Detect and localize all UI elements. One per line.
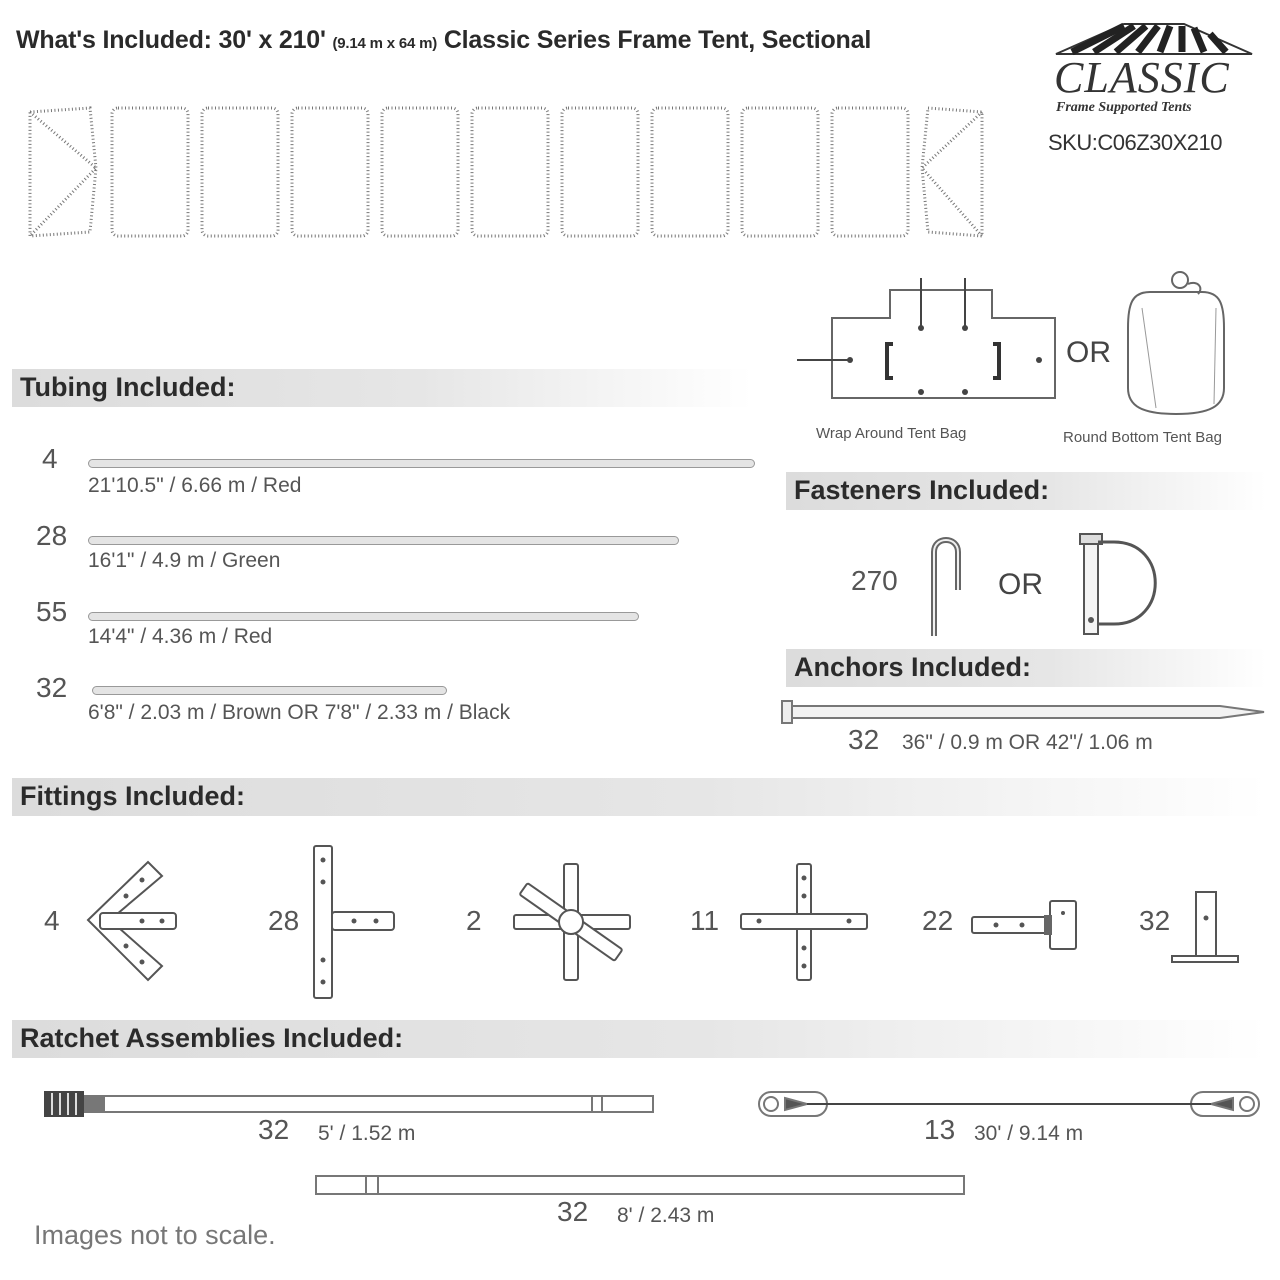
tube-graphic — [88, 459, 755, 468]
hook-pin-icon — [920, 530, 970, 640]
sku-label: SKU:C06Z30X210 — [1048, 130, 1222, 155]
tent-end-right — [922, 108, 982, 236]
tent-section — [832, 108, 908, 236]
anchor-stake-icon — [780, 697, 1270, 727]
tube-graphic — [88, 536, 679, 545]
tubing-qty: 28 — [36, 520, 68, 551]
tent-section — [382, 108, 458, 236]
fittings-heading-band — [12, 778, 1266, 816]
tubing-qty: 4 — [42, 443, 58, 474]
cross-fitting-icon — [739, 862, 869, 982]
fitting-qty: 32 — [1139, 905, 1171, 936]
tubing-heading: Tubing Included: — [20, 372, 236, 402]
tubing-spec: 14'4" / 4.36 m / Red — [88, 625, 273, 648]
ratchet-spec: 8' / 2.43 m — [617, 1204, 715, 1227]
ratchet-qty: 13 — [924, 1114, 956, 1145]
hub-fitting-icon — [512, 862, 632, 982]
logo-subtitle: Frame Supported Tents — [1056, 100, 1192, 115]
fitting-qty: 2 — [466, 905, 482, 936]
not-to-scale-note: Images not to scale. — [34, 1220, 276, 1250]
tubing-spec: 6'8" / 2.03 m / Brown OR 7'8" / 2.33 m / Black — [88, 701, 511, 724]
fitting-qty: 4 — [44, 905, 60, 936]
fitting-qty: 28 — [268, 905, 300, 936]
wrap-around-tent-bag-icon — [795, 272, 1065, 422]
ratchet-strap-5ft-icon — [42, 1087, 662, 1121]
ratchet-qty: 32 — [258, 1114, 290, 1145]
anchors-spec: 36" / 0.9 m OR 42"/ 1.06 m — [902, 731, 1153, 754]
fittings-heading: Fittings Included: — [20, 781, 245, 811]
ratchets-heading: Ratchet Assemblies Included: — [20, 1023, 404, 1053]
tubing-heading-band — [12, 369, 752, 407]
tubing-spec: 16'1" / 4.9 m / Green — [88, 549, 281, 572]
round-bag-label: Round Bottom Tent Bag — [1063, 429, 1222, 446]
logo-word: CLASSIC — [1054, 53, 1230, 102]
tube-graphic — [92, 686, 447, 695]
title-rest: Classic Series Frame Tent, Sectional — [443, 26, 872, 54]
tubing-qty: 55 — [36, 596, 68, 627]
clevis-pin-icon — [1074, 530, 1174, 640]
base-plate-icon — [1168, 888, 1248, 968]
tent-section — [562, 108, 638, 236]
anchors-qty: 32 — [848, 724, 880, 755]
page-title — [16, 26, 871, 55]
tent-section — [742, 108, 818, 236]
title-metric: (9.14 m x 64 m) — [332, 35, 438, 52]
fasteners-heading-band — [786, 472, 1266, 510]
tubing-spec: 21'10.5" / 6.66 m / Red — [88, 474, 302, 497]
brand-logo — [1050, 18, 1260, 158]
tent-section — [202, 108, 278, 236]
fasteners-or-text: OR — [998, 568, 1043, 601]
tent-sections-diagram — [20, 100, 1020, 250]
tubing-qty: 32 — [36, 672, 68, 703]
angled-fitting-icon — [82, 858, 192, 988]
ratchets-heading-band — [12, 1020, 1266, 1058]
ratchet-qty: 32 — [557, 1196, 589, 1227]
bag-or-text: OR — [1066, 336, 1111, 369]
fitting-qty: 22 — [922, 905, 954, 936]
ratchet-spec: 30' / 9.14 m — [974, 1122, 1084, 1145]
ratchet-spec: 5' / 1.52 m — [318, 1122, 416, 1145]
tent-section — [292, 108, 368, 236]
tent-section — [652, 108, 728, 236]
tent-end-left — [30, 108, 96, 236]
fasteners-heading: Fasteners Included: — [794, 475, 1050, 505]
tee-fitting-icon — [310, 842, 400, 1002]
round-bottom-tent-bag-icon — [1122, 268, 1232, 418]
title-main: What's Included: 30' x 210' — [16, 26, 326, 54]
anchors-heading: Anchors Included: — [794, 652, 1032, 682]
ratchet-strap-8ft-icon — [314, 1172, 974, 1198]
end-fitting-icon — [970, 895, 1080, 955]
anchors-heading-band — [786, 649, 1266, 687]
tube-graphic — [88, 612, 639, 621]
fitting-qty: 11 — [690, 905, 720, 936]
tent-section — [112, 108, 188, 236]
fasteners-qty: 270 — [851, 565, 898, 596]
cable-assembly-icon — [755, 1084, 1265, 1124]
wrap-bag-label: Wrap Around Tent Bag — [816, 425, 967, 442]
tent-section — [472, 108, 548, 236]
